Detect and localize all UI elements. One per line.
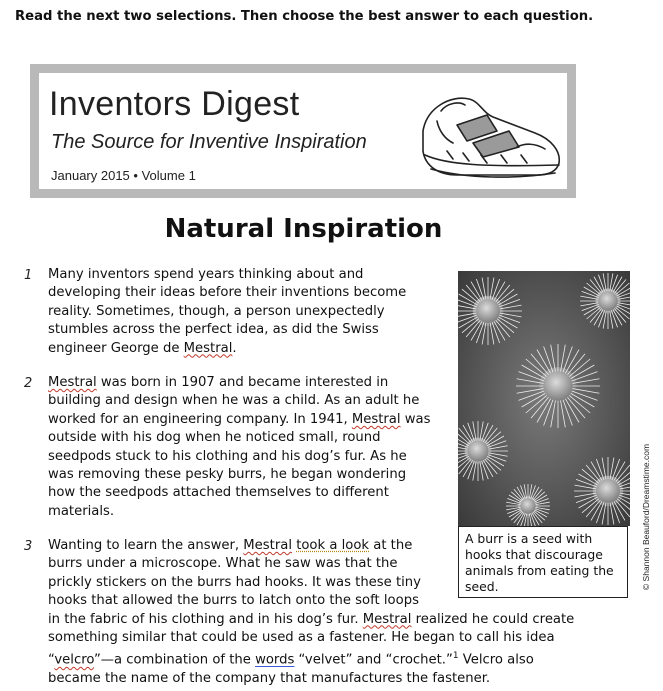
p3-line: in the fabric of his clothing and in his dog’s fur. Mestral realized he could create xyxy=(48,611,575,627)
p2-line: Mestral was born in 1907 and became interested in xyxy=(48,375,389,390)
masthead xyxy=(39,73,567,189)
spell-flag-mestral[interactable]: Mestral xyxy=(183,340,233,356)
credit-text: © Shannon Beauford/Dreamstime.com xyxy=(641,443,651,591)
p2-line: seedpods stuck to his clothing and his dog’s fur. As he xyxy=(48,448,407,464)
issue-bullet: • xyxy=(133,168,138,183)
paragraph-number-3: 3 xyxy=(24,539,33,554)
caption-text: A burr is a seed with hooks that discourage animals from eating the seed. xyxy=(465,531,614,594)
p3-line: hooks that allowed the burrs to latch onto the soft loops xyxy=(48,593,419,609)
spell-flag-mestral[interactable]: Mestral xyxy=(362,611,412,627)
spell-flag-mestral[interactable]: Mestral xyxy=(48,375,97,390)
p3-line: prickly stickers on the burrs had hooks. It was these tiny xyxy=(48,574,421,590)
masthead-title: Inventors Digest xyxy=(49,85,300,123)
p3-line: became the name of the company that manufactures the fastener. xyxy=(48,671,491,687)
masthead-issue xyxy=(51,168,196,183)
spell-flag-velcro[interactable]: velcro xyxy=(54,652,94,668)
p1-line: reality. Sometimes, though, a person unexpectedly xyxy=(48,303,385,319)
p1-line: stumbles across the perfect idea, as did the Swiss xyxy=(48,322,379,338)
article-title: Natural Inspiration xyxy=(164,214,443,244)
p2-line: outside with his dog when he noticed small, round xyxy=(48,430,381,446)
p2-line: worked for an engineering company. In 1941, Mestral was xyxy=(48,411,431,427)
p1-line: developing their ideas before their inventions become xyxy=(48,285,407,301)
p1-line: engineer George de Mestral. xyxy=(48,340,237,356)
p2-line: how the seedpods attached themselves to different xyxy=(48,485,389,501)
issue-date: January 2015 xyxy=(51,168,130,183)
p2-line: materials. xyxy=(48,503,115,519)
p3-line: “velcro”—a combination of the words “velvet” and “crochet.”$^1$ Velcro also xyxy=(48,651,534,668)
p3-line: something similar that could be used as a fastener. He began to call his idea xyxy=(48,630,555,646)
grammar-flag-words[interactable]: words xyxy=(255,652,295,668)
spell-flag-mestral[interactable]: Mestral xyxy=(243,538,292,553)
sneaker-icon xyxy=(417,85,565,183)
p2-line: building and design when he was a child. As an adult he xyxy=(48,393,420,409)
instructions: Read the next two selections. Then choose the best answer to each question. xyxy=(15,9,594,24)
p1-line: Many inventors spend years thinking about and xyxy=(48,267,364,282)
issue-volume: Volume 1 xyxy=(141,168,196,183)
burr-photo xyxy=(458,271,630,526)
masthead-frame xyxy=(30,64,576,198)
grammar-flag[interactable]: took a look xyxy=(296,538,370,553)
photo-caption xyxy=(458,526,628,598)
paragraph-number-2: 2 xyxy=(24,376,33,391)
photo-credit xyxy=(630,440,651,600)
p2-line: was removing these pesky burrs, he began wondering xyxy=(48,467,407,483)
p3-line: Wanting to learn the answer, Mestral took a look at the xyxy=(48,538,413,553)
paragraph-1 xyxy=(48,266,448,358)
p3-line: burrs under a microscope. What he saw was that the xyxy=(48,556,398,572)
paragraph-2 xyxy=(48,374,448,521)
footnote-marker[interactable]: 1 xyxy=(452,651,459,662)
paragraph-number-1: 1 xyxy=(24,268,33,283)
masthead-subtitle: The Source for Inventive Inspiration xyxy=(51,131,367,153)
spell-flag-mestral[interactable]: Mestral xyxy=(351,411,401,427)
